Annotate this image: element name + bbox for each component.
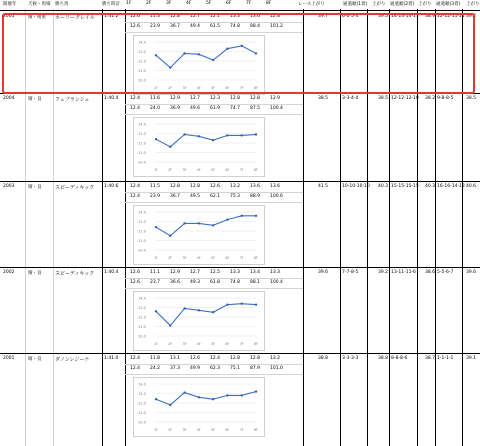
header-cell: 6F [226, 1, 232, 6]
last-3f-2: 38.2 [425, 96, 436, 101]
chart-x-tick: 6F [225, 168, 230, 172]
cumulative-cell: 12.4 [130, 194, 141, 199]
lap-chart [133, 205, 265, 265]
cumulative-cell: 49.9 [190, 366, 201, 371]
header-cell: 上がり [418, 2, 432, 7]
cumulative-cell: 62.3 [210, 366, 221, 371]
chart-y-tick: 12.0 [138, 141, 146, 146]
lap-point [155, 398, 157, 400]
chart-x-tick: 4F [196, 86, 201, 90]
lap-point [169, 404, 171, 406]
time-cell: 1:40.4 [104, 96, 119, 101]
chart-y-tick: 14.0 [138, 210, 146, 215]
lap-point [226, 394, 228, 396]
grid-row-line [125, 278, 303, 279]
lap-point [198, 396, 200, 398]
winner-cell: ホーリーグレイル [55, 15, 95, 21]
header-cell: 通過順(1着) [343, 2, 368, 7]
cumulative-cell: 75.3 [230, 194, 241, 199]
lap-point [155, 54, 157, 56]
lap-point [169, 235, 171, 237]
last-3f-3: 38.5 [466, 96, 477, 101]
lap-cell: 13.3 [270, 270, 281, 275]
chart-x-tick: 8F [254, 342, 258, 346]
cumulative-cell: 61.8 [210, 280, 221, 285]
last-3f-2: 40.3 [425, 184, 436, 189]
lap-chart-svg [134, 118, 264, 176]
chart-y-tick: 11.0 [138, 69, 146, 73]
grid-row-line [125, 32, 303, 33]
cumulative-cell: 49.3 [190, 280, 201, 285]
lap-cell: 11.5 [150, 184, 161, 189]
header-cell: 上がり [372, 2, 386, 7]
data-row [0, 355, 480, 439]
chart-x-tick: 4F [196, 256, 201, 260]
header-cell: 天候・馬場 [28, 2, 51, 7]
cumulative-cell: 36.7 [170, 194, 181, 199]
cumulative-cell: 74.8 [230, 24, 241, 29]
cumulative-cell: 61.5 [210, 24, 221, 29]
chart-x-tick: 6F [225, 428, 230, 432]
chart-x-tick: 1F [154, 256, 158, 260]
lap-cell: 12.8 [250, 356, 261, 361]
winner-cell: フェブランシェ [55, 97, 90, 103]
lap-cell: 12.8 [270, 14, 281, 19]
lap-cell: 12.8 [170, 14, 181, 19]
data-row [0, 95, 480, 179]
cumulative-cell: 23.9 [150, 194, 161, 199]
chart-x-tick: 3F [182, 168, 187, 172]
lap-point [212, 59, 214, 61]
lap-point [155, 226, 157, 228]
header-cell: 3F [166, 1, 172, 6]
lap-point [155, 138, 157, 140]
last-3f-3: 39.1 [466, 356, 477, 361]
passing-order-3: 12-12-11-11 [437, 14, 465, 19]
lap-chart [133, 377, 265, 437]
lap-cell: 13.3 [230, 14, 241, 19]
lap-cell: 12.4 [210, 356, 221, 361]
lap-point [183, 222, 185, 224]
lap-cell: 12.4 [130, 356, 141, 361]
lap-series-line [156, 216, 256, 236]
cumulative-cell: 74.7 [230, 106, 241, 111]
cumulative-cell: 87.5 [250, 106, 261, 111]
chart-y-tick: 11.0 [138, 411, 146, 415]
grid-row-line [0, 93, 480, 94]
header-cell: 上がり [466, 2, 480, 7]
last-3f-3: 40.6 [466, 184, 477, 189]
chart-y-tick: 12.0 [138, 401, 146, 406]
chart-x-tick: 2F [168, 168, 173, 172]
lap-cell: 12.3 [210, 96, 221, 101]
chart-x-tick: 6F [225, 256, 230, 260]
lap-cell: 12.9 [270, 96, 281, 101]
year-cell: 2005 [3, 14, 15, 19]
cumulative-cell: 12.4 [130, 366, 141, 371]
lap-point [155, 310, 157, 312]
lap-cell: 12.8 [230, 96, 241, 101]
passing-order-2: 8-8-8-6 [391, 356, 408, 361]
cumulative-cell: 49.6 [190, 106, 201, 111]
lap-cell: 13.6 [250, 14, 261, 19]
lap-point [169, 146, 171, 148]
lap-cell: 13.2 [270, 356, 281, 361]
chart-y-tick: 10.0 [138, 248, 146, 253]
grid-row-line [0, 10, 480, 11]
lap-cell: 13.3 [230, 270, 241, 275]
grid-row-line [125, 192, 303, 193]
header-cell: レース上がり [298, 2, 325, 7]
header-cell: 5F [206, 1, 212, 6]
lap-cell: 12.9 [170, 96, 181, 101]
lap-point [212, 311, 214, 313]
time-cell: 1:41.2 [104, 14, 119, 19]
chart-x-tick: 8F [254, 86, 258, 90]
lap-cell: 12.7 [190, 270, 201, 275]
cumulative-cell: 75.1 [230, 366, 241, 371]
lap-cell: 12.8 [230, 356, 241, 361]
lap-point [241, 215, 243, 217]
lap-point [226, 134, 228, 136]
time-cell: 1:40.4 [104, 270, 119, 275]
condition-cell: 晴・稍重 [28, 15, 46, 20]
lap-cell: 11.8 [150, 356, 161, 361]
cumulative-cell: 49.4 [190, 24, 201, 29]
cumulative-cell: 49.5 [190, 194, 201, 199]
chart-x-tick: 7F [239, 342, 244, 346]
chart-y-tick: 10.0 [138, 334, 146, 339]
chart-y-tick: 10.0 [138, 160, 146, 165]
passing-order-3: 1-1-1-1 [437, 356, 454, 361]
chart-x-tick: 5F [211, 168, 216, 172]
grid-row-line [0, 267, 480, 268]
cumulative-cell: 101.2 [270, 24, 283, 29]
chart-y-tick: 14.0 [138, 296, 146, 301]
cumulative-cell: 100.4 [270, 106, 283, 111]
chart-y-tick: 14.0 [138, 40, 146, 45]
passing-order-2: 13-11-11-6 [391, 270, 416, 275]
lap-point [241, 45, 243, 47]
passing-order-1: 3-3-3-3 [342, 356, 359, 361]
lap-point [255, 52, 257, 54]
chart-x-tick: 7F [239, 86, 244, 90]
lap-cell: 11.6 [150, 96, 161, 101]
lap-chart-svg [134, 292, 264, 350]
chart-x-tick: 1F [154, 428, 158, 432]
lap-point [198, 135, 200, 137]
chart-y-tick: 11.0 [138, 239, 146, 243]
header-cell: 4F [186, 1, 192, 6]
lap-cell: 12.4 [130, 96, 141, 101]
chart-y-tick: 10.0 [138, 78, 146, 83]
chart-x-tick: 6F [225, 342, 230, 346]
chart-y-tick: 14.0 [138, 382, 146, 387]
lap-point [169, 324, 171, 326]
passing-order-1: 10-10-10-10 [342, 184, 370, 189]
chart-y-tick: 13.0 [138, 306, 146, 310]
chart-x-tick: 7F [239, 256, 244, 260]
lap-point [226, 47, 228, 49]
lap-point [183, 391, 185, 393]
chart-y-tick: 13.0 [138, 220, 146, 224]
cumulative-cell: 88.4 [250, 24, 261, 29]
lap-cell: 12.8 [170, 184, 181, 189]
winner-cell: スピーディキック [55, 185, 95, 191]
cumulative-cell: 88.1 [250, 280, 261, 285]
header-cell: 開催年 [3, 2, 17, 7]
lap-point [198, 53, 200, 55]
lap-cell: 11.3 [150, 14, 161, 19]
chart-y-tick: 12.0 [138, 229, 146, 234]
year-cell: 2001 [3, 356, 15, 361]
chart-x-tick: 3F [182, 86, 187, 90]
chart-x-tick: 4F [196, 342, 201, 346]
passing-order-1: 3-3-4-4 [342, 96, 359, 101]
cumulative-cell: 62.1 [210, 194, 221, 199]
lap-point [241, 394, 243, 396]
lap-chart-svg [134, 378, 264, 436]
cumulative-cell: 12.4 [130, 106, 141, 111]
header-cell: 7F [246, 1, 252, 6]
year-cell: 2003 [3, 184, 15, 189]
lap-cell: 12.7 [190, 96, 201, 101]
lap-point [255, 133, 257, 135]
cumulative-cell: 23.9 [150, 24, 161, 29]
header-cell: 1F [126, 1, 132, 6]
cumulative-cell: 12.6 [130, 24, 141, 29]
year-cell: 2004 [3, 96, 15, 101]
chart-x-tick: 5F [211, 256, 216, 260]
cumulative-cell: 23.7 [150, 280, 161, 285]
time-cell: 1:40.6 [104, 184, 119, 189]
lap-point [198, 309, 200, 311]
lap-point [183, 307, 185, 309]
chart-x-tick: 4F [196, 168, 201, 172]
chart-x-tick: 1F [154, 86, 158, 90]
cumulative-cell: 100.6 [270, 194, 283, 199]
chart-x-tick: 8F [254, 256, 258, 260]
lap-point [212, 224, 214, 226]
year-cell: 2002 [3, 270, 15, 275]
grid-row-line [125, 288, 303, 289]
chart-y-tick: 14.0 [138, 122, 146, 127]
lap-cell: 12.6 [210, 184, 221, 189]
lap-cell: 13.4 [250, 270, 261, 275]
lap-cell: 11.1 [150, 270, 161, 275]
lap-cell: 12.8 [250, 96, 261, 101]
lap-point [226, 303, 228, 305]
chart-x-tick: 8F [254, 428, 258, 432]
header-cell: 勝ち時計 [102, 2, 120, 7]
race-last-cell: 39.7 [318, 14, 329, 19]
chart-x-tick: 3F [182, 342, 187, 346]
chart-x-tick: 8F [254, 168, 258, 172]
cumulative-cell: 101.0 [270, 366, 283, 371]
chart-x-tick: 2F [168, 256, 173, 260]
header-cell: 通過順(2着) [390, 2, 415, 7]
winner-cell: ダノンレジーナ [55, 357, 90, 363]
grid-row-line [125, 104, 303, 105]
chart-x-tick: 1F [154, 342, 158, 346]
lap-cell: 13.2 [230, 184, 241, 189]
chart-x-tick: 2F [168, 86, 173, 90]
header-cell: 通過順(3着) [436, 2, 461, 7]
lap-point [198, 222, 200, 224]
lap-cell: 13.6 [250, 184, 261, 189]
chart-x-tick: 3F [182, 256, 187, 260]
lap-cell: 12.6 [130, 14, 141, 19]
race-last-cell: 39.6 [318, 270, 329, 275]
race-last-cell: 38.5 [318, 96, 329, 101]
last-3f-1: 39.5 [378, 14, 389, 19]
chart-x-tick: 5F [211, 342, 216, 346]
lap-chart [133, 117, 265, 177]
last-3f-2: 38.7 [425, 356, 436, 361]
chart-x-tick: 5F [211, 86, 216, 90]
lap-point [212, 139, 214, 141]
lap-point [169, 66, 171, 68]
cumulative-cell: 36.7 [170, 24, 181, 29]
cumulative-cell: 24.0 [150, 106, 161, 111]
passing-order-2: 12-12-12-10 [391, 96, 419, 101]
cumulative-cell: 37.3 [170, 366, 181, 371]
lap-chart [133, 291, 265, 351]
lap-point [241, 134, 243, 136]
chart-x-tick: 1F [154, 168, 158, 172]
data-row [0, 13, 480, 97]
condition-cell: 晴・良 [28, 357, 42, 362]
chart-x-tick: 7F [239, 168, 244, 172]
passing-order-3: 5-5-6-7 [437, 270, 454, 275]
chart-x-tick: 3F [182, 428, 187, 432]
grid-row-line [125, 114, 303, 115]
lap-chart-svg [134, 36, 264, 94]
grid-row-line [0, 353, 480, 354]
lap-cell: 12.1 [210, 14, 221, 19]
lap-series-line [156, 46, 256, 68]
race-last-cell: 38.8 [318, 356, 329, 361]
last-3f-1: 40.3 [378, 184, 389, 189]
lap-point [255, 390, 257, 392]
lap-point [255, 215, 257, 217]
lap-chart-svg [134, 206, 264, 264]
chart-y-tick: 11.0 [138, 151, 146, 155]
chart-y-tick: 13.0 [138, 50, 146, 54]
lap-point [226, 218, 228, 220]
cumulative-cell: 12.6 [130, 280, 141, 285]
condition-cell: 晴・良 [28, 97, 42, 102]
cumulative-cell: 87.9 [250, 366, 261, 371]
lap-point [241, 303, 243, 305]
chart-y-tick: 13.0 [138, 132, 146, 136]
chart-y-tick: 12.0 [138, 59, 146, 64]
header-cell: 2F [146, 1, 152, 6]
cumulative-cell: 74.8 [230, 280, 241, 285]
chart-y-tick: 11.0 [138, 325, 146, 329]
grid-row-line [125, 364, 303, 365]
race-last-cell: 41.5 [318, 184, 329, 189]
chart-x-tick: 2F [168, 428, 173, 432]
header-cell: 8F [266, 1, 272, 6]
chart-y-tick: 13.0 [138, 392, 146, 396]
last-3f-2: 38.9 [425, 14, 436, 19]
cumulative-cell: 36.6 [170, 280, 181, 285]
lap-point [255, 303, 257, 305]
chart-x-tick: 7F [239, 428, 244, 432]
lap-cell: 13.6 [270, 184, 281, 189]
grid-row-line [0, 181, 480, 182]
passing-order-1: 7-7-8-5 [342, 270, 359, 275]
cumulative-cell: 100.4 [270, 280, 283, 285]
lap-cell: 12.5 [210, 270, 221, 275]
time-cell: 1:41.0 [104, 356, 119, 361]
data-row [0, 183, 480, 267]
last-3f-1: 39.2 [378, 270, 389, 275]
chart-y-tick: 12.0 [138, 315, 146, 320]
lap-cell: 12.6 [190, 356, 201, 361]
condition-cell: 晴・良 [28, 271, 42, 276]
chart-x-tick: 6F [225, 86, 230, 90]
grid-row-line [125, 22, 303, 23]
cumulative-cell: 24.2 [150, 366, 161, 371]
lap-cell: 12.4 [130, 184, 141, 189]
grid-row-line [125, 374, 303, 375]
chart-y-tick: 10.0 [138, 420, 146, 425]
lap-series-line [156, 304, 256, 326]
last-3f-3: 39.6 [466, 270, 477, 275]
lap-cell: 13.1 [170, 356, 181, 361]
lap-cell: 12.8 [190, 184, 201, 189]
passing-order-2: 14-14-14-13 [391, 14, 419, 19]
chart-x-tick: 2F [168, 342, 173, 346]
lap-point [212, 398, 214, 400]
lap-point [183, 52, 185, 54]
last-3f-1: 38.5 [378, 96, 389, 101]
passing-order-1: 6-6-5-4 [342, 14, 359, 19]
last-3f-1: 38.8 [378, 356, 389, 361]
chart-x-tick: 5F [211, 428, 216, 432]
lap-chart [133, 35, 265, 95]
data-row [0, 269, 480, 353]
lap-cell: 12.6 [130, 270, 141, 275]
passing-order-3: 16-16-14-13 [437, 184, 465, 189]
last-3f-3: 39.2 [466, 14, 477, 19]
lap-cell: 12.9 [170, 270, 181, 275]
condition-cell: 晴・良 [28, 185, 42, 190]
lap-point [183, 133, 185, 135]
cumulative-cell: 61.9 [210, 106, 221, 111]
passing-order-3: 9-8-8-5 [437, 96, 454, 101]
passing-order-2: 15-15-15-15 [391, 184, 419, 189]
chart-x-tick: 4F [196, 428, 201, 432]
grid-row-line [125, 202, 303, 203]
header-cell: 勝ち馬 [55, 2, 69, 7]
last-3f-2: 38.6 [425, 270, 436, 275]
cumulative-cell: 36.9 [170, 106, 181, 111]
winner-cell: スピーディキック [55, 271, 95, 277]
lap-cell: 12.7 [190, 14, 201, 19]
cumulative-cell: 88.9 [250, 194, 261, 199]
